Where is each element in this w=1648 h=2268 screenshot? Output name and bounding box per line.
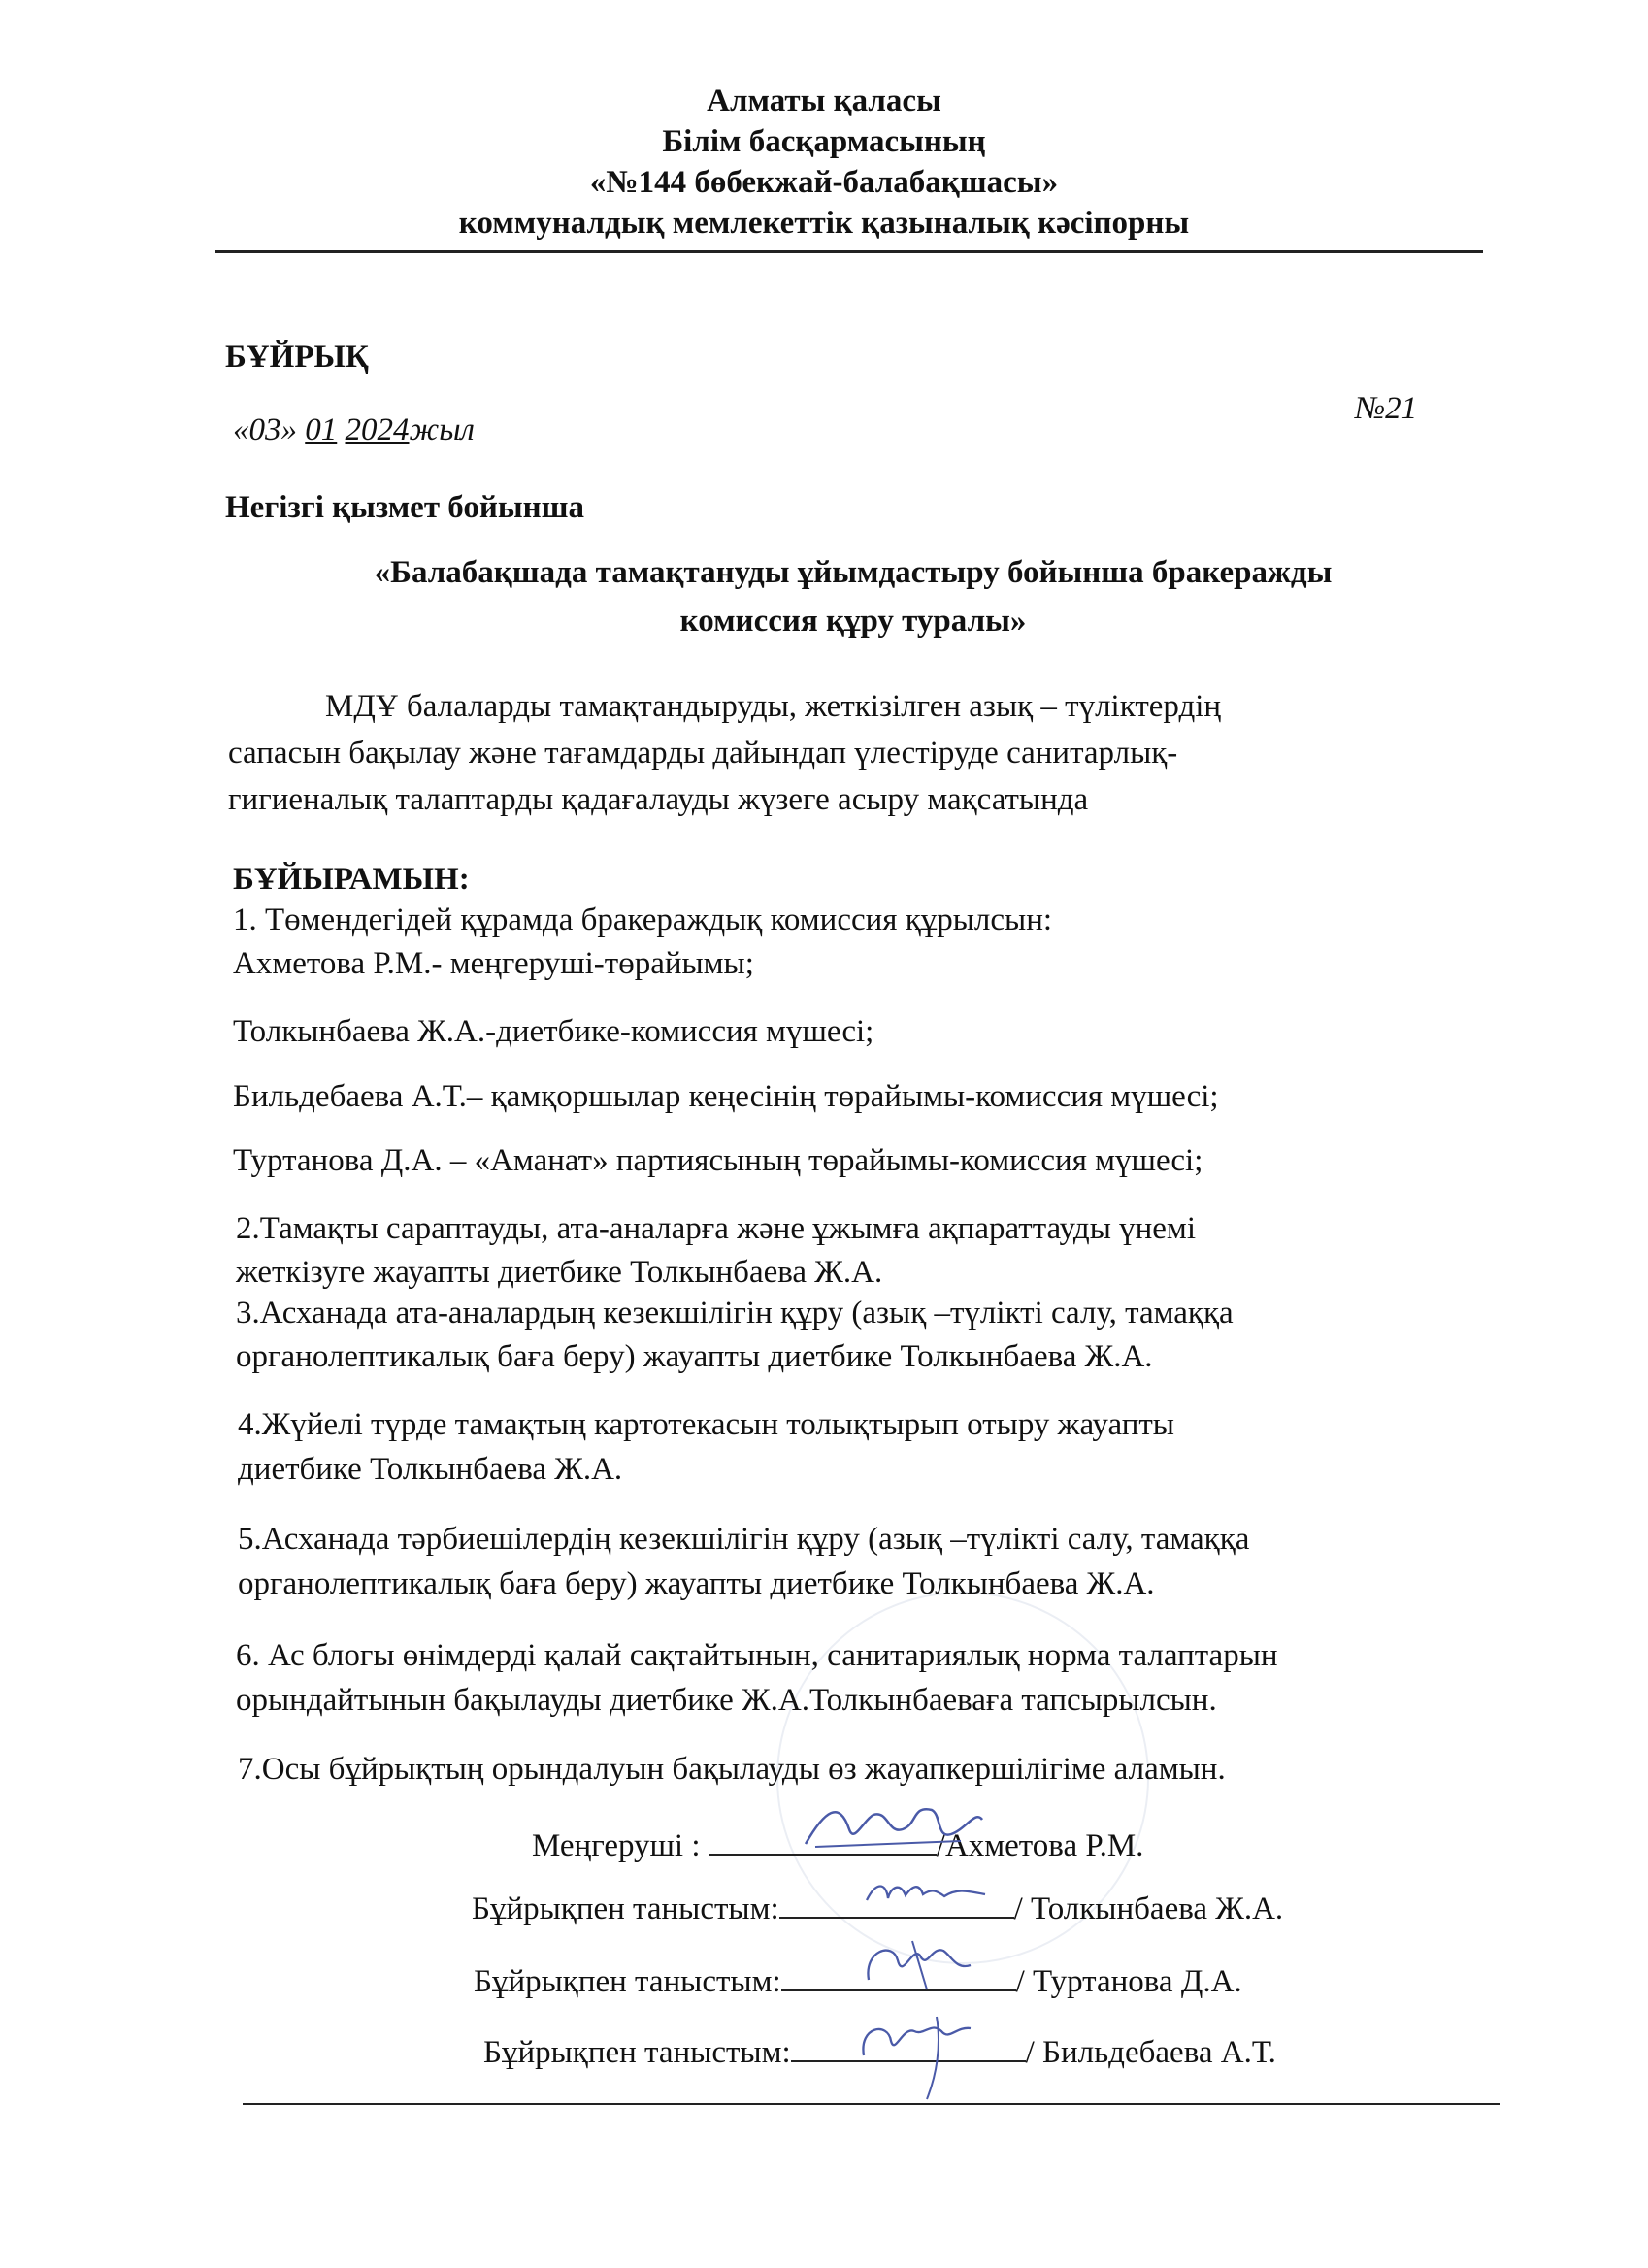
ack3-name: / Бильдебаева А.Т.	[1025, 2035, 1276, 2070]
head-name: /Ахметова Р.М.	[936, 1828, 1144, 1863]
item-2-line2: жеткізуге жауапты диетбике Толкынбаева Ж.А.	[236, 1255, 883, 1290]
command-heading: БҰЙЫРАМЫН:	[233, 862, 470, 897]
ack1-handwritten-signature	[859, 1861, 995, 1920]
ack2-name: / Туртанова Д.А.	[1015, 1964, 1242, 1999]
head-handwritten-signature	[796, 1791, 990, 1868]
ack2-handwritten-signature	[854, 1926, 990, 1999]
item-5-line1: 5.Асханада тәрбиешілердің кезекшілігін құру (азық –түлікті салу, тамаққа	[238, 1522, 1250, 1557]
order-date	[233, 412, 475, 448]
item-7: 7.Осы бұйрықтың орындалуын бақылауды өз жауапкершілігіме аламын.	[238, 1752, 1226, 1787]
org-city: Алматы қаласы	[707, 83, 941, 118]
ack3-handwritten-signature	[844, 1997, 1009, 2104]
ack1-label: Бұйрықпен таныстым:	[472, 1891, 779, 1926]
ack2-label: Бұйрықпен таныстым:	[474, 1964, 781, 1999]
item-1: 1. Төмендегідей құрамда бракераждық комиссия құрылсын:	[233, 903, 1053, 937]
item-4-line2: диетбике Толкынбаева Ж.А.	[238, 1452, 623, 1487]
item-6-line2: орындайтынын бақылауды диетбике Ж.А.Толкынбаеваға тапсырылсын.	[236, 1683, 1217, 1718]
order-title-line2: комиссия құру туралы»	[679, 604, 1027, 639]
head-label: Меңгеруші :	[532, 1828, 701, 1863]
member-1: Ахметова Р.М.- меңгеруші-төрайымы;	[233, 946, 754, 981]
org-type: коммуналдық мемлекеттік қазыналық кәсіпорны	[458, 206, 1190, 241]
date-day: «03»	[233, 412, 297, 447]
preamble-line3: гигиеналық талаптарды қадағалауды жүзеге асыру мақсатында	[228, 782, 1089, 817]
item-3-line1: 3.Асханада ата-аналардың кезекшілігін құру (азық –түлікті салу, тамаққа	[236, 1296, 1234, 1331]
header-rule	[215, 250, 1483, 253]
order-number: №21	[1355, 391, 1418, 426]
order-heading: БҰЙРЫҚ	[225, 340, 369, 375]
item-4-line1: 4.Жүйелі түрде тамақтың картотекасын толықтырып отыру жауапты	[238, 1407, 1174, 1442]
date-suffix: жыл	[409, 412, 475, 447]
ack3-label: Бұйрықпен таныстым:	[483, 2035, 791, 2070]
member-4: Туртанова Д.А. – «Аманат» партиясының төрайымы-комиссия мүшесі;	[233, 1143, 1203, 1178]
order-basis: Негізгі қызмет бойынша	[225, 490, 585, 525]
org-department: Білім басқармасының	[662, 124, 986, 159]
item-3-line2: органолептикалық баға беру) жауапты диетбике Толкынбаева Ж.А.	[236, 1339, 1153, 1374]
member-2: Толкынбаева Ж.А.-диетбике-комиссия мүшесі;	[233, 1014, 874, 1049]
preamble-line1: МДҰ балаларды тамақтандыруды, жеткізілген азық – түліктердің	[325, 689, 1222, 724]
item-5-line2: органолептикалық баға беру) жауапты диетбике Толкынбаева Ж.А.	[238, 1566, 1155, 1601]
ack1-name: / Толкынбаева Ж.А.	[1013, 1891, 1284, 1926]
footer-rule	[243, 2103, 1500, 2105]
org-name: «№144 бөбекжай-балабақшасы»	[589, 165, 1059, 200]
member-3: Бильдебаева А.Т.– қамқоршылар кеңесінің төрайымы-комиссия мүшесі;	[233, 1079, 1219, 1114]
date-year: 2024	[345, 412, 410, 447]
item-6-line1: 6. Ас блогы өнімдерді қалай сақтайтынын, санитариялық норма талаптарын	[236, 1638, 1278, 1673]
order-title-line1: «Балабақшада тамақтануды ұйымдастыру бойынша бракеражды	[374, 555, 1333, 590]
item-2-line1: 2.Тамақты сараптауды, ата-аналарға және ұжымға ақпараттауды үнемі	[236, 1211, 1196, 1246]
date-month: 01	[305, 412, 338, 447]
preamble-line2: сапасын бақылау және тағамдарды дайындап үлестіруде санитарлық-	[228, 736, 1178, 771]
